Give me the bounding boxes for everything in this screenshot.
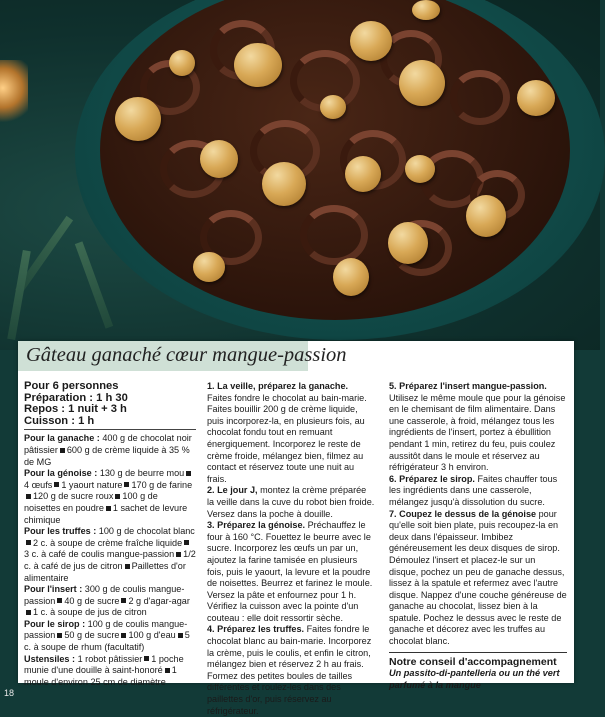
step-heading: Préparez la génoise.: [217, 520, 306, 531]
bullet-square-icon: [26, 494, 31, 499]
truffle: [169, 50, 195, 76]
truffle: [405, 155, 435, 183]
recipe-step: [389, 474, 567, 509]
page-number: 18: [4, 688, 15, 698]
step-text: Faites fondre le chocolat au bain-marie. Faites bouillir 200 g de crème liquide, puis incorporez-la, en plusieurs fois, au chocolat fondu tout en remuant énergiquement. Incorporez le reste de crème froide, mélangez bien, filmez au contact et réservez toute une nuit au frais.: [207, 392, 367, 484]
bullet-square-icon: [184, 540, 189, 545]
ingredient-item: 600 g de crème liquide à 35 % de MG: [24, 444, 190, 467]
ingredient-item: 130 g de beurre mou: [99, 468, 185, 479]
step-number: 5.: [389, 381, 397, 391]
ingredient-item: 1 c. à soupe de jus de citron: [33, 607, 147, 618]
truffle: [345, 156, 381, 192]
recipe-step: [207, 520, 375, 624]
ingredient-item: 50 g de sucre: [64, 630, 120, 641]
ingredient-group: [24, 468, 196, 526]
bullet-square-icon: [60, 448, 65, 453]
truffle: [193, 252, 225, 282]
bullet-square-icon: [121, 633, 126, 638]
ingredient-item: 2 c. à soupe de crème fraîche liquide: [33, 537, 183, 548]
ingredient-item: 40 g de sucre: [64, 595, 120, 606]
prep-time: Préparation : 1 h 30: [24, 391, 128, 404]
step-number: 6.: [389, 473, 397, 484]
step-heading: Préparez l'insert mangue-passion.: [399, 381, 547, 391]
steps-column-1: [207, 381, 375, 717]
bullet-square-icon: [121, 598, 126, 603]
ingredient-item: 5 c. à soupe de rhum (facultatif): [24, 630, 190, 653]
bullet-square-icon: [124, 482, 129, 487]
ingredient-item: 1 sachet de levure chimique: [24, 502, 188, 525]
truffle: [234, 43, 282, 87]
truffle: [333, 258, 369, 296]
step-heading: Le jour J,: [217, 485, 258, 496]
servings: Pour 6 personnes: [24, 380, 119, 392]
ingredient-item: 120 g de sucre roux: [33, 491, 114, 502]
bullet-square-icon: [115, 494, 120, 499]
step-heading: Coupez le dessus de la génoise: [399, 508, 537, 519]
truffle: [517, 80, 555, 116]
ingredient-group: [24, 433, 196, 468]
step-heading: Préparez les truffes.: [217, 624, 305, 635]
truffle: [412, 0, 440, 20]
ingredient-item: 100 g de coulis mangue-passion: [24, 618, 188, 641]
pairing-tip: [389, 652, 567, 692]
truffle: [320, 95, 346, 119]
bullet-square-icon: [186, 471, 191, 476]
step-text: pour qu'elle soit bien plate, puis recoupez-la en deux dans l'épaisseur. Imbibez généreusement les deux disques de sirop. Démoulez l'insert et placez-le sur un disque, pochez un peu de ganache dessus, lissez à la spatule et refermez avec l'autre disque. Nappez d'une couche généreuse de ganache au chocolat, lissez bien à la spatule. Pochez le dessus avec le reste de ganache et décorez avec les truffes au chocolat blanc.: [389, 508, 567, 647]
bullet-square-icon: [57, 598, 62, 603]
bullet-square-icon: [54, 482, 59, 487]
recipe-step: [389, 381, 567, 474]
bullet-square-icon: [106, 506, 111, 511]
ingredient-group-label: Pour la génoise :: [24, 468, 98, 479]
ingredient-item: 1 robot pâtissier: [77, 653, 143, 664]
recipe-info-column: [24, 381, 196, 688]
ingredient-item: 1 moule d'environ 25 cm de diamètre: [24, 665, 177, 687]
ingredient-item: 300 g de coulis mangue-passion: [24, 584, 185, 606]
ingredient-group-label: Ustensiles :: [24, 653, 76, 664]
step-heading: Préparez le sirop.: [399, 473, 475, 484]
tip-title: Notre conseil d'accompagnement: [389, 655, 557, 668]
recipe-step: [389, 509, 567, 648]
step-number: 7.: [389, 508, 397, 519]
pine-branch: [75, 241, 113, 328]
step-number: 4.: [207, 624, 215, 635]
step-number: 3.: [207, 520, 215, 531]
ingredient-item: 1 yaourt nature: [61, 479, 123, 490]
truffle: [115, 97, 161, 141]
cook-time: Cuisson : 1 h: [24, 414, 95, 427]
ingredient-group-label: Pour les truffes :: [24, 526, 97, 537]
pine-branch: [7, 250, 31, 340]
bullet-square-icon: [57, 633, 62, 638]
ingredient-item: 3 c. à café de coulis mangue-passion: [24, 549, 175, 560]
ingredient-item: 400 g de chocolat noir pâtissier: [24, 433, 192, 455]
bullet-square-icon: [26, 540, 31, 545]
truffle: [350, 21, 392, 61]
recipe-title: Gâteau ganaché cœur mangue-passion: [26, 344, 347, 366]
step-text: Faites chauffer tous les ingrédients dans une casserole, mélangez jusqu'à dissolution du sucre.: [389, 473, 558, 507]
ingredient-item: Paillettes d'or alimentaire: [24, 560, 186, 583]
rest-time: Repos : 1 nuit + 3 h: [24, 403, 127, 416]
step-number: 2.: [207, 485, 215, 496]
ingredient-item: 100 g de chocolat blanc: [98, 526, 195, 537]
candle-glow: [0, 60, 28, 130]
step-text: Utilisez le même moule que pour la génoise en le chemisant de film alimentaire. Dans une casserole, à froid, mélangez tous les ingrédients de l'insert, portez à ébullition pendant 1 min, retirez du feu, puis coulez aussitôt dans le moule et réservez au réfrigérateur 3 h environ.: [389, 392, 566, 473]
recipe-step: [207, 485, 375, 520]
steps-column-2: [389, 381, 567, 691]
step-heading: La veille, préparez la ganache.: [217, 381, 349, 391]
bullet-square-icon: [125, 564, 130, 569]
ingredient-group: [24, 654, 196, 689]
ingredient-group-label: Pour l'insert :: [24, 584, 83, 595]
ingredient-item: 100 g de noisettes en poudre: [24, 491, 158, 513]
tip-text: Un passito-di-pantelleria ou un thé vert parfumé à la mangue: [389, 668, 560, 690]
step-number: 1.: [207, 381, 215, 391]
step-text: montez la crème préparée la veille dans la cuve du robot bien froide. Versez dans la poche à douille.: [207, 485, 375, 519]
step-text: Faites fondre le chocolat blanc au bain-marie. Incorporez la crème, puis le coulis, et enfin le citron, mélangez bien et réservez 2 h au frais. Formez des petites boules de tailles différentes et roulez-les dans des paillettes d'or, puis réservez au réfrigérateur.: [207, 624, 372, 716]
ingredient-group-label: Pour la ganache :: [24, 433, 100, 444]
ingredient-group: [24, 584, 196, 619]
truffle: [388, 222, 428, 264]
ingredient-group: [24, 619, 196, 654]
truffle: [466, 195, 506, 237]
ingredient-item: 100 g d'eau: [128, 630, 176, 641]
bullet-square-icon: [26, 610, 31, 615]
ingredient-item: 1/2 c. à café de jus de citron: [24, 549, 196, 571]
ingredient-item: 4 œufs: [24, 479, 53, 490]
step-text: Préchauffez le four à 160 °C. Fouettez le beurre avec le sucre. Incorporez les œufs un par un, ajoutez la farine tamisée en plusieurs fois, puis le yaourt, la levure et la poudre de noisettes. Beurrez et farinez le moule. Versez la pâte et enfournez pour 1 h. Vérifiez la cuisson avec la pointe d'un couteau : elle doit ressortir sèche.: [207, 520, 373, 623]
recipe-step: [207, 381, 375, 485]
truffle: [262, 162, 306, 206]
ingredient-item: 170 g de farine: [131, 479, 193, 490]
truffle: [200, 140, 238, 178]
cake-photo: [0, 0, 600, 350]
divider: [24, 429, 196, 430]
bullet-square-icon: [144, 656, 149, 661]
bullet-square-icon: [165, 668, 170, 673]
ingredient-item: 1 poche munie d'une douille à saint-honoré: [24, 653, 184, 676]
ingredient-item: 2 g d'agar-agar: [128, 595, 190, 606]
bullet-square-icon: [178, 633, 183, 638]
ingredient-group-label: Pour le sirop :: [24, 618, 86, 629]
recipe-step: [207, 624, 375, 717]
truffle: [399, 60, 445, 106]
bullet-square-icon: [176, 552, 181, 557]
ingredients-list: [24, 433, 196, 688]
ingredient-group: [24, 526, 196, 584]
